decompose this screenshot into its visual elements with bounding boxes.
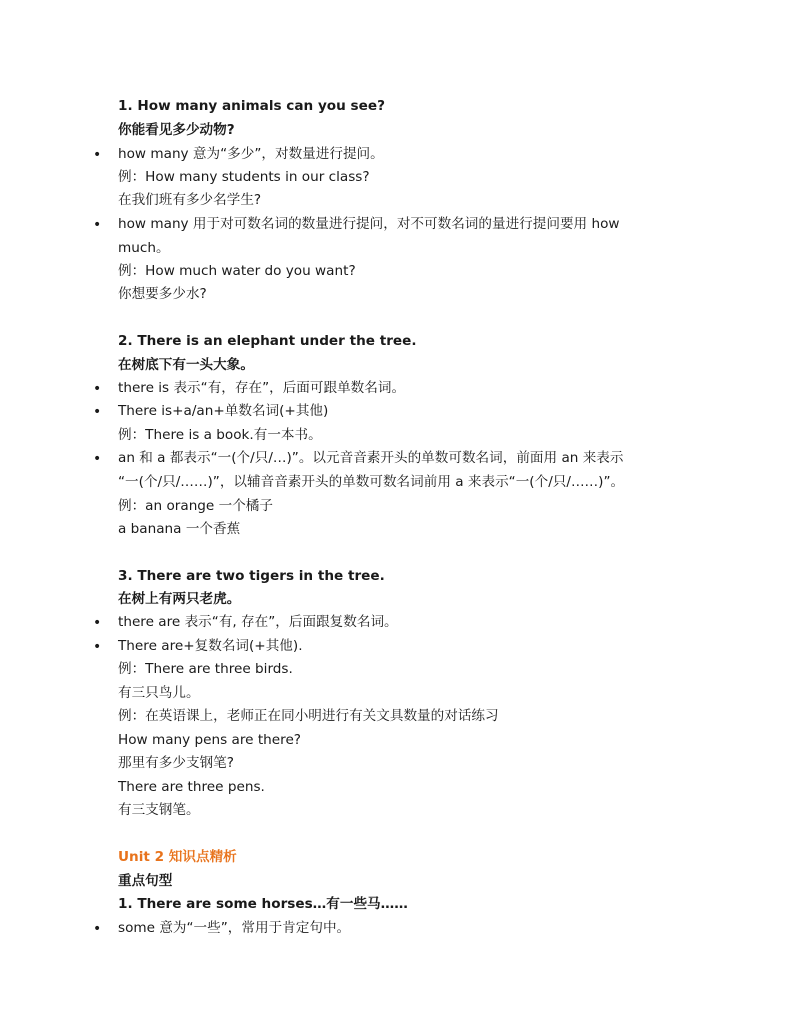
paragraph-line: 那里有多少支钢笔?: [118, 755, 234, 771]
bullet-marker: •: [93, 451, 102, 467]
paragraph-line: 你想要多少水?: [118, 286, 207, 302]
paragraph-line: 例：How many students in our class?: [118, 169, 370, 185]
heading-section-2-cn: 在树底下有一头大象。: [118, 357, 254, 373]
paragraph-line: a banana 一个香蕉: [118, 521, 241, 537]
paragraph-line: there is 表示“有，存在”，后面可跟单数名词。: [118, 380, 406, 396]
bullet-marker: •: [93, 404, 102, 420]
paragraph-line: 例：an orange 一个橘子: [118, 498, 273, 514]
unit-heading: Unit 2 知识点精析: [118, 849, 237, 865]
heading-item-1: 1. There are some horses…有一些马……: [118, 896, 408, 912]
paragraph-line: how many 意为“多少”，对数量进行提问。: [118, 146, 384, 162]
paragraph-line: 例：How much water do you want?: [118, 263, 356, 279]
heading-section-2: 2. There is an elephant under the tree.: [118, 333, 417, 349]
paragraph-line: 有三只鸟儿。: [118, 685, 200, 701]
heading-section-3: 3. There are two tigers in the tree.: [118, 568, 385, 584]
heading-section-3-cn: 在树上有两只老虎。: [118, 591, 241, 607]
bullet-marker: •: [93, 147, 102, 163]
paragraph-line: “一(个/只/……)”，以辅音音素开头的单数可数名词前用 a 来表示“一(个/只/……)”。: [118, 474, 625, 490]
paragraph-line: an 和 a 都表示“一(个/只/…)”。以元音音素开头的单数可数名词，前面用 an 来表示: [118, 450, 624, 466]
paragraph-line: 例：There is a book.有一本书。: [118, 427, 322, 443]
bullet-marker: •: [93, 921, 102, 937]
bullet-marker: •: [93, 381, 102, 397]
paragraph-line: 例：There are three birds.: [118, 661, 293, 677]
heading-section-1-cn: 你能看见多少动物?: [118, 122, 235, 138]
paragraph-line: there are 表示“有, 存在”，后面跟复数名词。: [118, 614, 398, 630]
paragraph-line: 在我们班有多少名学生?: [118, 192, 262, 208]
bullet-marker: •: [93, 615, 102, 631]
paragraph-line: How many pens are there?: [118, 732, 302, 748]
paragraph-line: much。: [118, 240, 170, 256]
bullet-marker: •: [93, 217, 102, 233]
paragraph-line: There is+a/an+单数名词(+其他): [118, 403, 329, 419]
paragraph-line: 例：在英语课上，老师正在同小明进行有关文具数量的对话练习: [118, 708, 499, 724]
paragraph-line: some 意为“一些”，常用于肯定句中。: [118, 920, 351, 936]
heading-section-1: 1. How many animals can you see?: [118, 98, 385, 114]
bullet-marker: •: [93, 639, 102, 655]
paragraph-line: There are+复数名词(+其他).: [118, 638, 303, 654]
subheading-key-sentences: 重点句型: [118, 873, 173, 889]
paragraph-line: how many 用于对可数名词的数量进行提问，对不可数名词的量进行提问要用 how: [118, 216, 620, 232]
paragraph-line: There are three pens.: [118, 779, 265, 795]
paragraph-line: 有三支钢笔。: [118, 802, 200, 818]
